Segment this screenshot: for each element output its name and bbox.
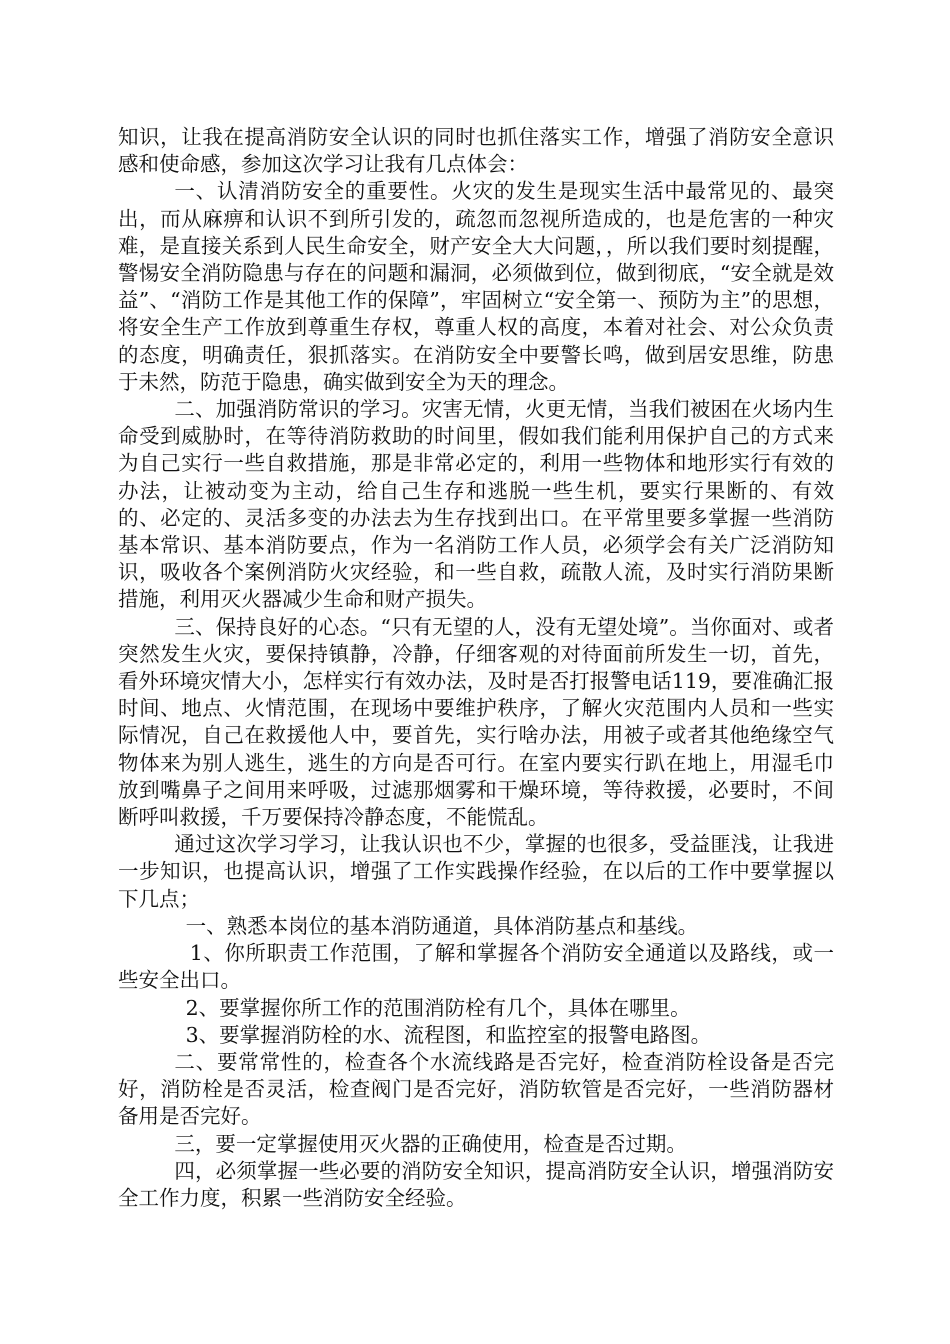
- list-subitem-1: 1、你所职责工作范围，了解和掌握各个消防安全通道以及路线，或一些安全出口。: [118, 941, 834, 993]
- list-item-one: 一、熟悉本岗位的基本消防通道，具体消防基点和基线。: [185, 913, 699, 938]
- paragraph-section-two: 二、加强消防常识的学习。灾害无情，火更无情，当我们被困在火场内生命受到威胁时，在等待消防救助的时间里，假如我们能利用保护自己的方式来为自己实行一些自救措施，那是非常必定的，利用一些物体和地形实行有效的办法，让被动变为主动，给自己生存和逃脱一些生机，要实行果断的、有效的、必定的、灵活多变的办法去为生存找到出口。在平常里要多掌握一些消防基本常识、基本消防要点，作为一名消防工作人员，必须学会有关广泛消防知识，吸收各个案例消防火灾经验，和一些自救，疏散人流，及时实行消防果断措施，利用灭火器减少生命和财产损失。: [118, 397, 834, 612]
- document-body: [118, 124, 834, 1212]
- paragraph-section-three: 三、保持良好的心态。“只有无望的人，没有无望处境”。当你面对、或者突然发生火灾，要保持镇静，冷静，仔细客观的对待面前所发生一切，首先，看外环境灾情大小，怎样实行有效办法，及时是否打报警电话119，要准确汇报时间、地点、火情范围，在现场中要维护秩序，了解火灾范围内人员和一些实际情况，自己在救援他人中，要首先，实行啥办法，用被子或者其他绝缘空气物体来为别人逃生，逃生的方向是否可行。在室内要实行趴在地上，用湿毛巾放到嘴鼻子之间用来呼吸，过滤那烟雾和干燥环境，等待救援，必要时，不间断呼叫救援，千万要保持冷静态度，不能慌乱。: [118, 614, 834, 830]
- list-item-four: 四，必须掌握一些必要的消防安全知识，提高消防安全认识，增强消防安全工作力度，积累一些消防安全经验。: [118, 1158, 834, 1210]
- list-item-three: 三，要一定掌握使用灭火器的正确使用，检查是否过期。: [174, 1131, 687, 1156]
- paragraph-summary: 通过这次学习学习，让我认识也不少，掌握的也很多，受益匪浅，让我进一步知识，也提高认识，增强了工作实践操作经验，在以后的工作中要掌握以下几点；: [118, 832, 834, 911]
- paragraph-section-one: 一、认清消防安全的重要性。火灾的发生是现实生活中最常见的、最突出，而从麻痹和认识不到所引发的，疏忽而忽视所造成的，也是危害的一种灾难，是直接关系到人民生命安全，财产安全大大问题，，所以我们要时刻提醒，警惕安全消防隐患与存在的问题和漏洞，必须做到位，做到彻底，“安全就是效益”、“消防工作是其他工作的保障”，牢固树立“安全第一、预防为主”的思想，将安全生产工作放到尊重生存权，尊重人权的高度，本着对社会、对公众负责的态度，明确责任，狠抓落实。在消防安全中要警长鸣，做到居安思维，防患于未然，防范于隐患，确实做到安全为天的理念。: [118, 179, 834, 394]
- paragraph-intro: 知识，让我在提高消防安全认识的同时也抓住落实工作，增强了消防安全意识感和使命感，参加这次学习让我有几点体会：: [118, 125, 834, 177]
- list-item-two: 二、要常常性的，检查各个水流线路是否完好，检查消防栓设备是否完好，消防栓是否灵活，检查阀门是否完好，消防软管是否完好，一些消防器材备用是否完好。: [118, 1049, 834, 1129]
- list-subitem-2: 2、要掌握你所工作的范围消防栓有几个，具体在哪里。: [185, 995, 691, 1020]
- list-subitem-3: 3、要掌握消防栓的水、流程图，和监控室的报警电路图。: [185, 1022, 712, 1047]
